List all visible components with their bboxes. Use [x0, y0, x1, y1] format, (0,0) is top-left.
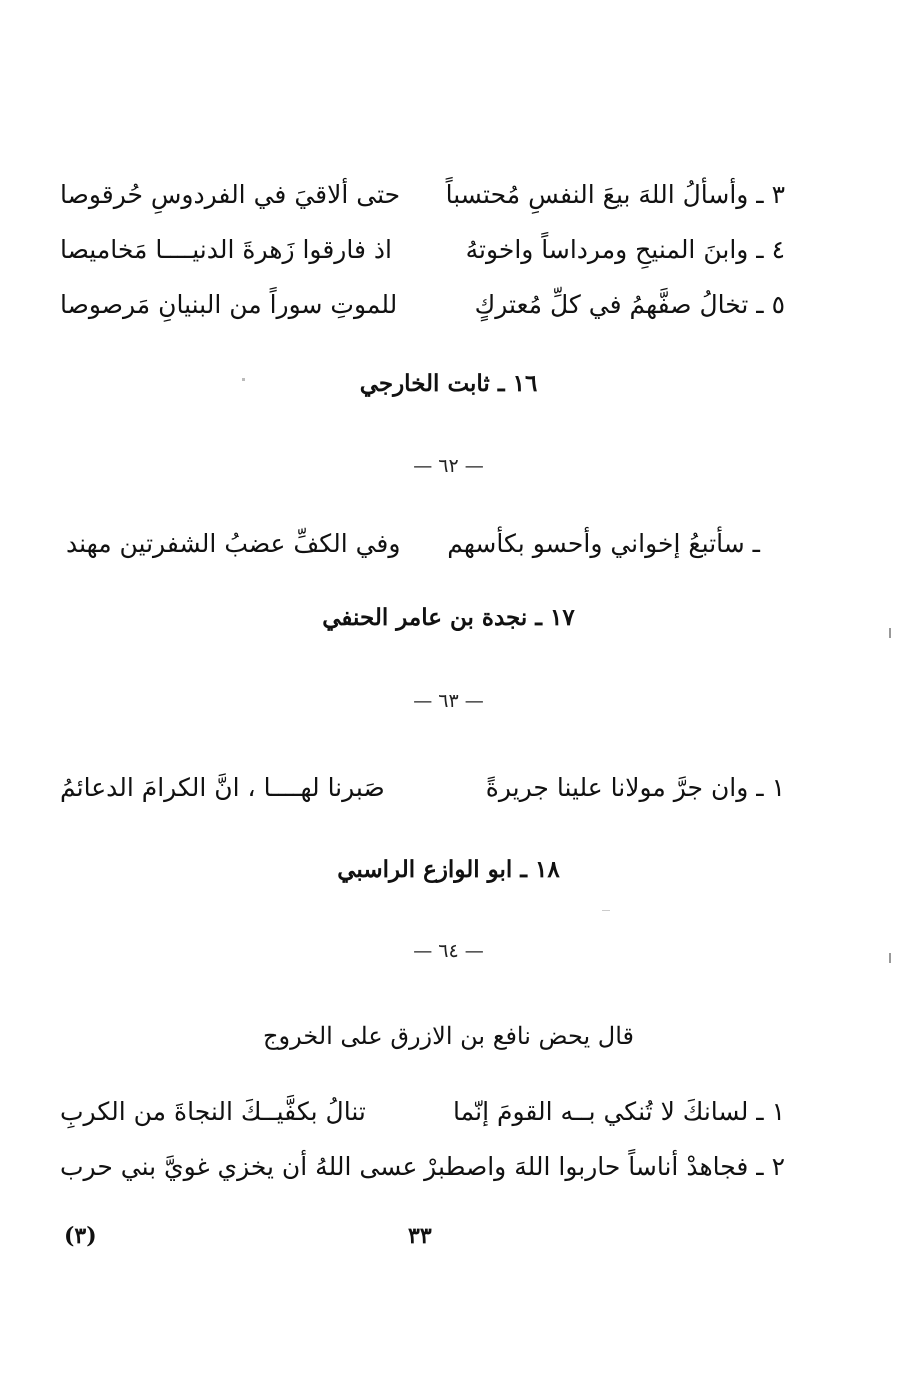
verse-line-3: [60, 173, 785, 217]
scan-speck: [889, 953, 891, 963]
verse-second-hemistich: للموتِ سوراً من البنيانِ مَرصوصا: [60, 290, 398, 319]
verse-first-hemistich: ـ سأتبعُ إخواني وأحسو بكأسهم: [447, 529, 760, 558]
verse-first-hemistich: ٢ ـ فجاهدْ أناساً حاربوا اللهَ واصطبرْ: [424, 1152, 785, 1181]
verse-first-hemistich: ١ ـ وان جرَّ مولانا علينا جريرةً: [485, 773, 785, 802]
poet-heading-18: ١٨ ـ ابو الوازع الراسبي: [337, 856, 560, 883]
verse-second-hemistich: اذ فارقوا زَهرةَ الدنيــــا مَخاميصا: [60, 235, 392, 264]
verse-first-hemistich: ٥ ـ تخالُ صفَّهمُ في كلِّ مُعتركٍ: [474, 290, 785, 319]
poet-heading-17: ١٧ ـ نجدة بن عامر الحنفي: [322, 604, 575, 631]
poet-heading-16: ١٦ ـ ثابت الخارجي: [359, 370, 538, 397]
poem-62-verse: [66, 522, 760, 566]
poem-64-verse-2: [60, 1145, 785, 1189]
verse-first-hemistich: ٤ ـ وابنَ المنيحِ ومرداساً واخوتهُ: [465, 235, 785, 264]
poem-number-64: — ٦٤ —: [413, 940, 484, 962]
page-number: ٣٣: [408, 1223, 432, 1249]
verse-second-hemistich: عسى اللهُ أن يخزي غويَّ بني حرب: [60, 1152, 418, 1181]
verse-first-hemistich: ٣ ـ وأسألُ اللهَ بيعَ النفسِ مُحتسباً: [445, 180, 785, 209]
verse-second-hemistich: تنالُ بكفَّيــكَ النجاةَ من الكربِ: [60, 1097, 366, 1126]
poem-64-verse-1: [60, 1090, 785, 1134]
verse-second-hemistich: حتى ألاقيَ في الفردوسِ حُرقوصا: [60, 180, 401, 209]
poem-number-62: — ٦٢ —: [413, 455, 484, 477]
verse-line-4: [60, 228, 785, 272]
verse-second-hemistich: صَبرنا لهــــا ، انَّ الكرامَ الدعائمُ: [60, 773, 385, 802]
signature-mark: (٣): [64, 1223, 97, 1249]
verse-second-hemistich: وفي الكفِّ عضبُ الشفرتين مهند: [66, 529, 401, 558]
scan-speck: [602, 910, 610, 911]
poem-number-63: — ٦٣ —: [413, 690, 484, 712]
poem-63-verse: [60, 766, 785, 810]
scan-speck: [242, 378, 245, 381]
poem-64-intro: قال يحض نافع بن الازرق على الخروج: [263, 1022, 634, 1050]
verse-first-hemistich: ١ ـ لسانكَ لا تُنكي بــه القومَ إنّما: [453, 1097, 785, 1126]
scan-speck: [889, 628, 891, 638]
verse-line-5: [60, 283, 785, 327]
